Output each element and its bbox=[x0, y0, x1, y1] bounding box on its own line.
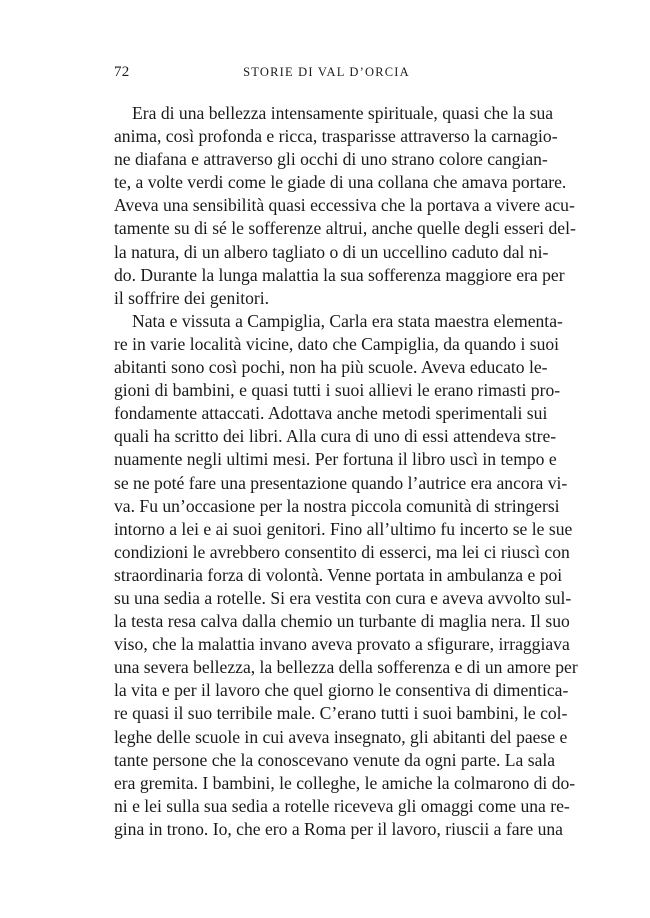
paragraph-1 bbox=[114, 102, 576, 310]
text-line: re in varie località vicine, dato che Campiglia, da quando i suoi bbox=[114, 333, 560, 354]
text-line: nuamente negli ultimi mesi. Per fortuna il libro uscì in tempo e bbox=[114, 449, 557, 470]
text-line: Era di una bellezza intensamente spirituale, quasi che la sua bbox=[132, 103, 554, 123]
running-header bbox=[114, 64, 539, 84]
body-text bbox=[114, 102, 578, 841]
text-line: ne diafana e attraverso gli occhi di uno strano colore cangian- bbox=[114, 149, 548, 170]
text-line: gina in trono. Io, che ero a Roma per il lavoro, riuscii a fare una bbox=[114, 818, 563, 839]
paragraph-2 bbox=[114, 310, 578, 841]
text-line: una severa bellezza, la bellezza della sofferenza e di un amore per bbox=[114, 657, 578, 678]
text-line: quali ha scritto dei libri. Alla cura di uno di essi attendeva stre- bbox=[114, 426, 557, 447]
text-line: condizioni le avrebbero consentito di esserci, ma lei ci riuscì con bbox=[114, 541, 570, 562]
text-line: Nata e vissuta a Campiglia, Carla era stata maestra elementa- bbox=[132, 310, 563, 331]
running-title: STORIE DI VAL D’ORCIA bbox=[243, 65, 410, 79]
text-line: intorno a lei e ai suoi genitori. Fino all’ultimo fu incerto se le sue bbox=[114, 518, 573, 539]
text-line: anima, così profonda e ricca, trasparisse attraverso la carnagio- bbox=[114, 126, 558, 147]
text-line: va. Fu un’occasione per la nostra piccola comunità di stringersi bbox=[114, 495, 560, 516]
text-line: re quasi il suo terribile male. C’erano tutti i suoi bambini, le col- bbox=[114, 703, 568, 724]
text-line: la natura, di un albero tagliato o di un uccellino caduto dal ni- bbox=[114, 241, 549, 262]
text-line: gioni di bambini, e quasi tutti i suoi allievi le erano rimasti pro- bbox=[114, 380, 561, 401]
text-line: Aveva una sensibilità quasi eccessiva che la portava a vivere acu- bbox=[114, 195, 575, 216]
text-line: do. Durante la lunga malattia la sua sofferenza maggiore era per bbox=[114, 264, 565, 285]
text-line: fondamente attaccati. Adottava anche metodi sperimentali sui bbox=[114, 403, 548, 424]
text-line: tante persone che la conoscevano venute da ogni parte. La sala bbox=[114, 749, 556, 770]
text-line: la vita e per il lavoro che quel giorno le consentiva di dimentica- bbox=[114, 680, 569, 701]
text-line: era gremita. I bambini, le colleghe, le amiche la colmarono di do- bbox=[114, 772, 576, 793]
text-line: tamente su di sé le sofferenze altrui, anche quelle degli esseri del- bbox=[114, 218, 576, 239]
text-line: straordinaria forza di volontà. Venne portata in ambulanza e poi bbox=[114, 564, 563, 585]
text-line: abitanti sono così pochi, non ha più scuole. Aveva educato le- bbox=[114, 357, 548, 378]
text-line: su una sedia a rotelle. Si era vestita con cura e aveva avvolto sul- bbox=[114, 587, 572, 608]
page-number: 72 bbox=[114, 64, 130, 80]
text-line: il soffrire dei genitori. bbox=[114, 287, 270, 308]
text-line: se ne poté fare una presentazione quando l’autrice era ancora vi- bbox=[114, 472, 568, 493]
text-line: leghe delle scuole in cui aveva insegnato, gli abitanti del paese e bbox=[114, 726, 568, 747]
text-line: la testa resa calva dalla chemio un turbante di maglia nera. Il suo bbox=[114, 611, 570, 632]
text-line: viso, che la malattia invano aveva provato a sfigurare, irraggiava bbox=[114, 634, 570, 655]
text-line: te, a volte verdi come le giade di una collana che amava portare. bbox=[114, 172, 567, 193]
text-line: ni e lei sulla sua sedia a rotelle riceveva gli omaggi come una re- bbox=[114, 795, 570, 816]
